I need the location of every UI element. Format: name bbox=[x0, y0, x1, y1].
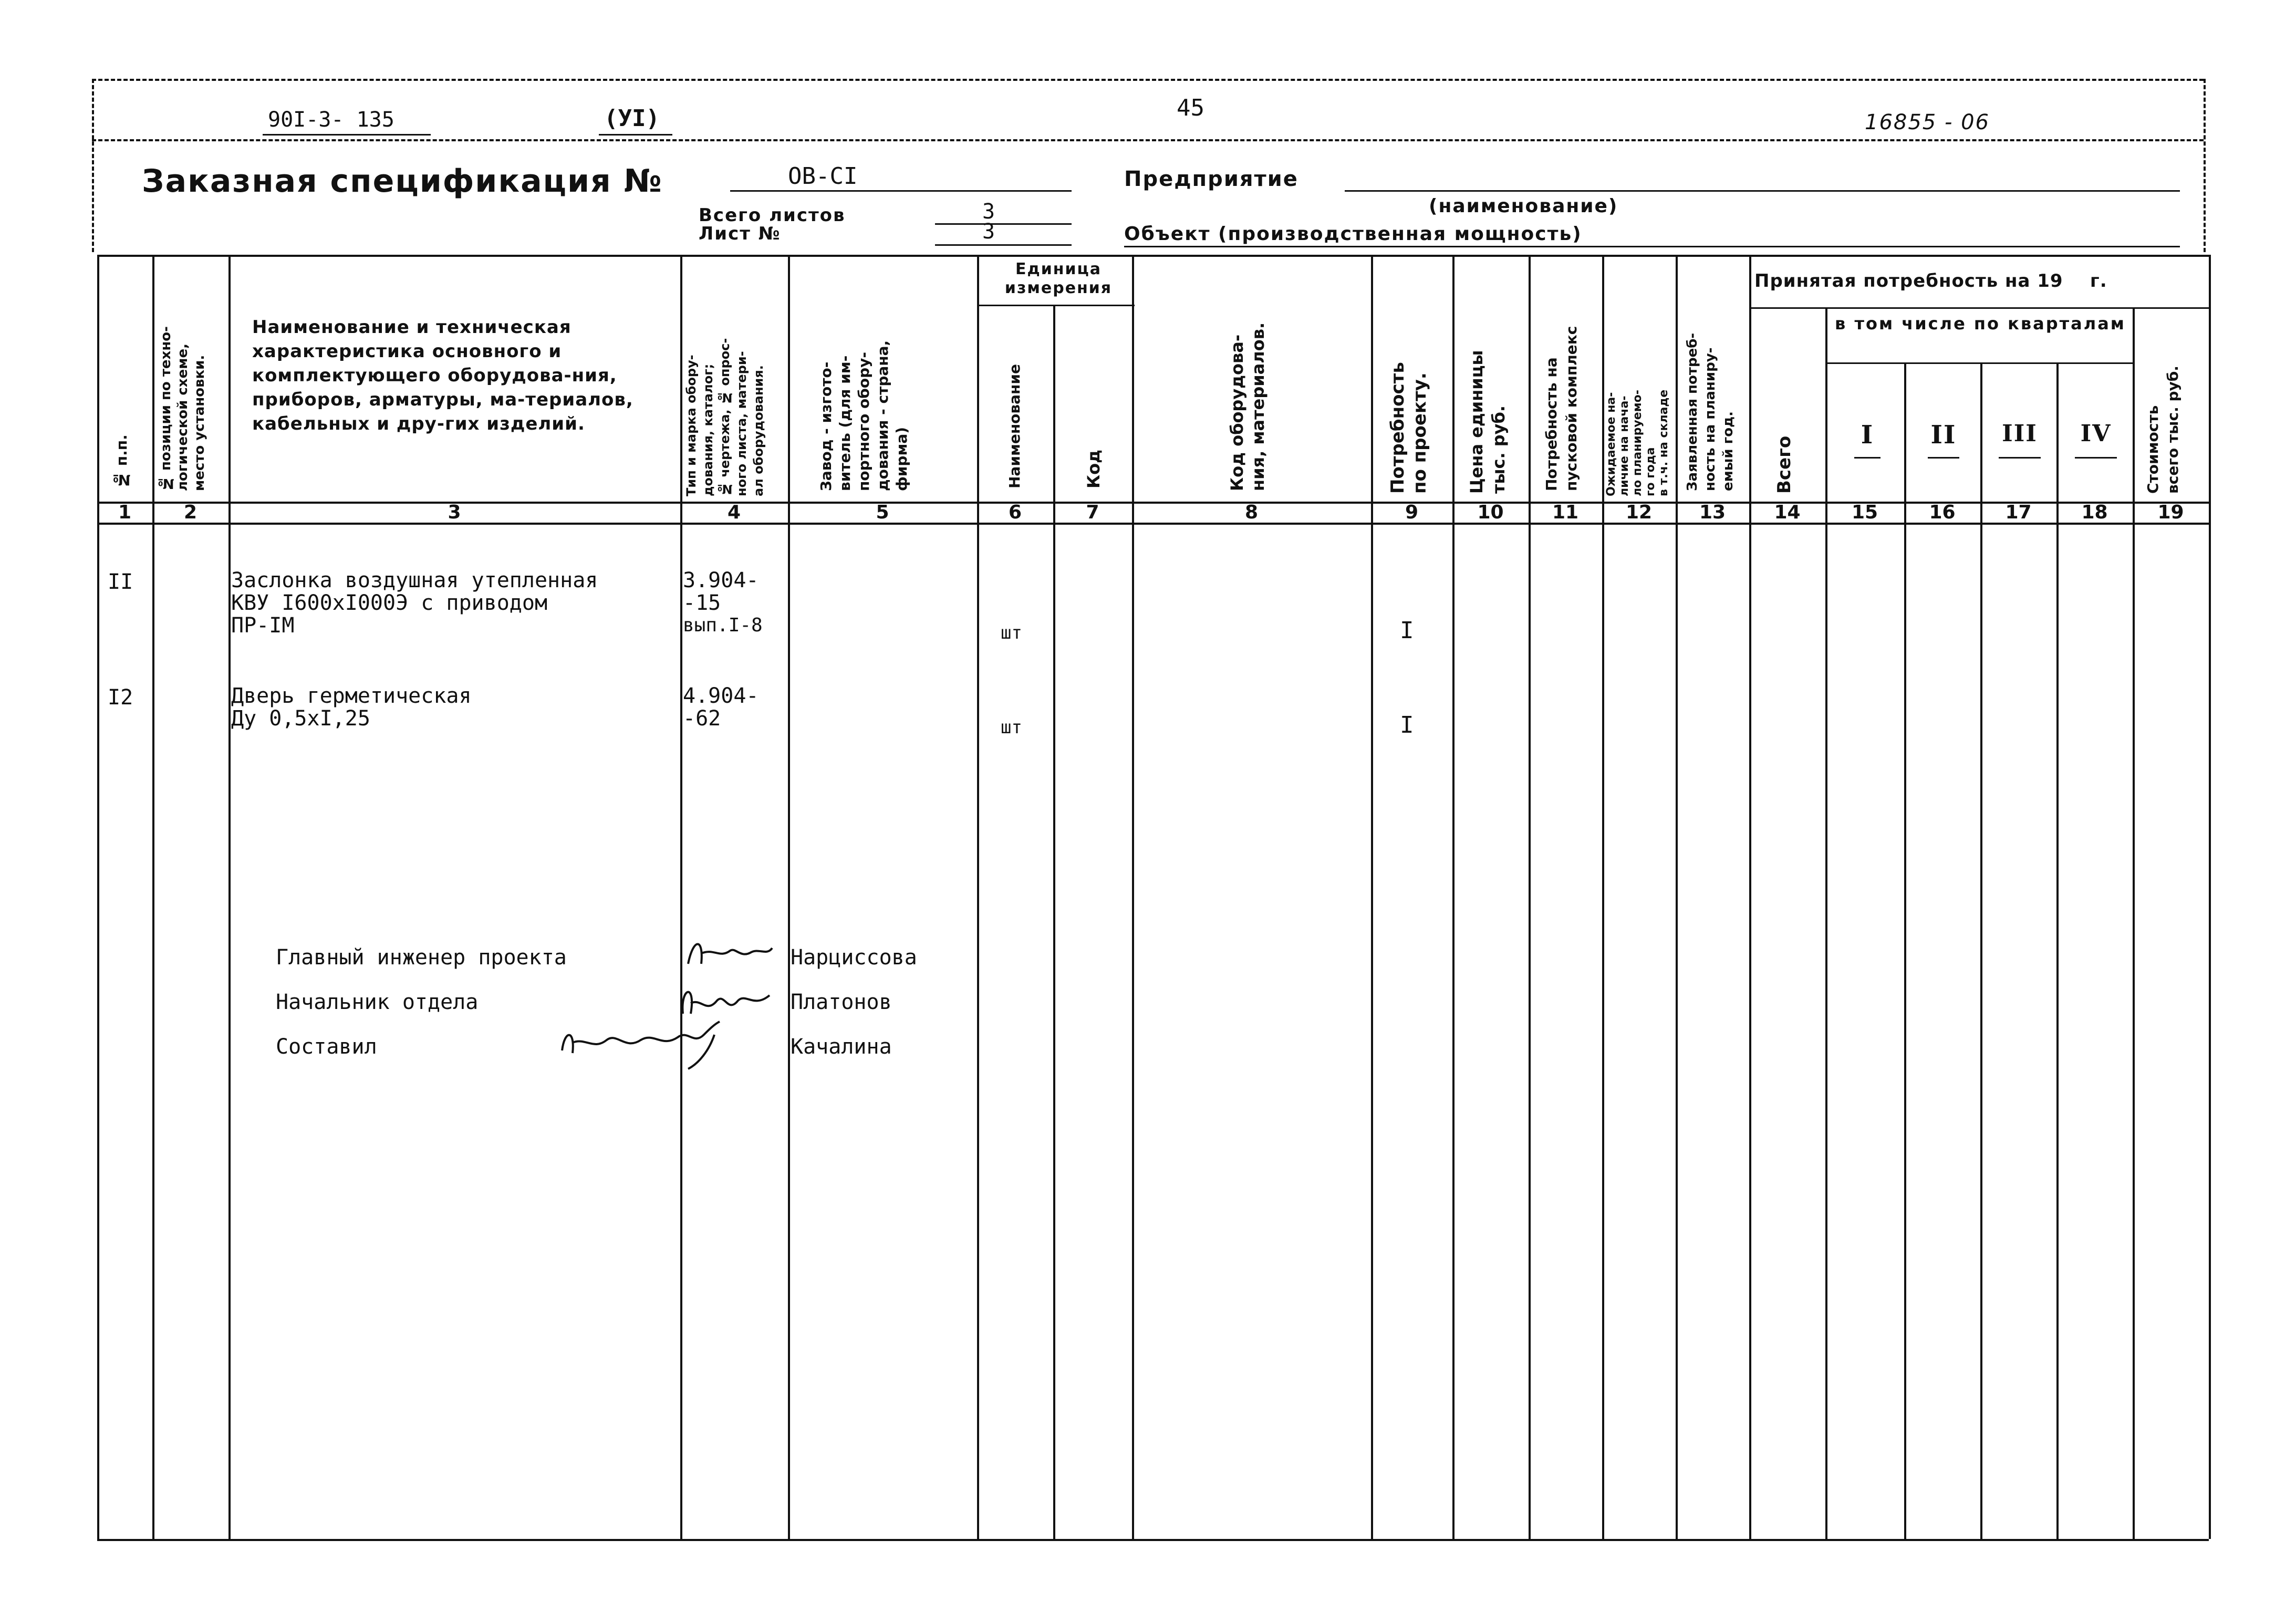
sheet-value: 3 bbox=[982, 220, 995, 244]
q3-underline bbox=[1999, 457, 2041, 459]
col-num-19: 19 bbox=[2157, 502, 2184, 523]
col-line-4 bbox=[788, 255, 790, 1539]
col-line-12 bbox=[1676, 255, 1678, 1539]
header-divider bbox=[92, 139, 2204, 141]
quarters-group-header: в том числе по кварталам bbox=[1835, 314, 2126, 334]
registration-number: 16855 - 06 bbox=[1865, 110, 1990, 134]
col-num-9: 9 bbox=[1405, 502, 1419, 523]
left-border-top bbox=[92, 79, 94, 252]
item-type-line: -15 bbox=[683, 591, 721, 615]
item-name-line: Ду 0,5хI,25 bbox=[231, 706, 370, 731]
spec-title: Заказная спецификация № bbox=[142, 163, 663, 200]
table-top bbox=[97, 255, 2209, 257]
object-underline bbox=[1124, 246, 2180, 247]
item-unit: шт bbox=[1001, 622, 1022, 643]
right-border-top bbox=[2204, 79, 2206, 252]
col-header-3: Наименование и техническая характеристика основного и комплектующего оборудова-ния, приборов, арматуры, ма-териалов, кабельных и дру-гих изделий. bbox=[252, 317, 633, 434]
sheet-label: Лист № bbox=[699, 223, 781, 244]
unit-group-header: Единица измерения bbox=[1004, 260, 1113, 297]
col-header-8: Код оборудова- ния, материалов. bbox=[1227, 322, 1268, 491]
item-type-line: 3.904- bbox=[683, 568, 759, 592]
col-num-8: 8 bbox=[1244, 502, 1259, 523]
col-header-6: Наименование bbox=[1006, 364, 1023, 488]
col-line-13 bbox=[1749, 255, 1751, 1539]
handwritten-signature bbox=[683, 932, 777, 980]
col-line-17 bbox=[2056, 362, 2059, 1539]
col-line-11 bbox=[1602, 255, 1604, 1539]
col-num-6: 6 bbox=[1008, 502, 1022, 523]
total-sheets-underline bbox=[935, 223, 1072, 225]
col-header-15: I bbox=[1861, 420, 1874, 450]
signature-role: Начальник отдела bbox=[276, 990, 479, 1014]
col-line-0 bbox=[97, 255, 99, 1539]
accepted-group-header: Принятая потребность на 19 г. bbox=[1754, 270, 2107, 292]
item-type-line: вып.I-8 bbox=[683, 615, 763, 636]
total-sheets-value: 3 bbox=[982, 200, 995, 224]
col-header-9: Потребность по проекту. bbox=[1387, 362, 1430, 494]
col-num-1: 1 bbox=[118, 502, 132, 523]
col-num-12: 12 bbox=[1625, 502, 1653, 523]
col-header-1: № п.п. bbox=[113, 434, 130, 488]
signature-name: Нарциссова bbox=[791, 945, 917, 970]
col-line-8 bbox=[1371, 255, 1373, 1539]
item-need: I bbox=[1400, 617, 1414, 644]
col-header-7: Код bbox=[1084, 450, 1104, 488]
col-header-14: Всего bbox=[1774, 435, 1795, 494]
quarters-group-divider bbox=[1825, 362, 2133, 364]
signature-name: Качалина bbox=[791, 1035, 892, 1059]
col-header-5: Завод - изгото- витель (для им- портного обору- дования - страна, фирма) bbox=[817, 340, 910, 491]
item-need: I bbox=[1400, 712, 1414, 738]
enterprise-underline bbox=[1345, 190, 2180, 192]
col-line-10 bbox=[1529, 255, 1531, 1539]
col-header-4: Тип и марка обору- дования, каталог; № чертежа, № опрос- ного листа, матери- ал оборудования. bbox=[684, 338, 766, 496]
q1-underline bbox=[1854, 457, 1881, 459]
row-number: II bbox=[108, 570, 133, 594]
doc-code: 90I-3- 135 bbox=[268, 108, 394, 132]
top-border bbox=[92, 79, 2204, 81]
enterprise-label: Предприятие bbox=[1124, 167, 1298, 191]
volume-underline bbox=[599, 134, 672, 136]
table-bottom bbox=[97, 1539, 2209, 1541]
object-label: Объект (производственная мощность) bbox=[1124, 223, 1582, 245]
signature-name: Платонов bbox=[791, 990, 892, 1014]
col-header-18: IV bbox=[2080, 420, 2112, 447]
col-line-6 bbox=[1053, 305, 1055, 1539]
col-header-12: Ожидаемое на- личие на нача- ло планируемо- го года в т.ч. на складе bbox=[1605, 389, 1670, 496]
item-name-line: КВУ I600хI000Э с приводом bbox=[231, 591, 548, 615]
col-line-16 bbox=[1980, 362, 1982, 1539]
sheet-underline bbox=[935, 244, 1072, 246]
row-number: I2 bbox=[108, 685, 133, 710]
col-line-15 bbox=[1904, 362, 1906, 1539]
item-unit: шт bbox=[1001, 717, 1022, 738]
col-num-3: 3 bbox=[448, 502, 461, 523]
accepted-group-divider bbox=[1749, 307, 2209, 309]
col-header-19: Стоимость всего тыс. руб. bbox=[2144, 366, 2181, 494]
col-header-17: III bbox=[2002, 420, 2038, 447]
spec-number-underline bbox=[730, 190, 1072, 192]
item-type-line: 4.904- bbox=[683, 684, 759, 708]
col-num-4: 4 bbox=[727, 502, 741, 523]
handwritten-signature bbox=[557, 1014, 730, 1071]
col-num-7: 7 bbox=[1086, 502, 1099, 523]
item-name-line: Дверь герметическая bbox=[231, 684, 472, 708]
col-header-11: Потребность на пусковой комплекс bbox=[1543, 326, 1580, 491]
signature-role: Составил bbox=[276, 1035, 377, 1059]
item-type-line: -62 bbox=[683, 706, 721, 731]
col-line-9 bbox=[1452, 255, 1455, 1539]
signature-role: Главный инженер проекта bbox=[276, 945, 567, 970]
col-num-10: 10 bbox=[1477, 502, 1504, 523]
col-num-15: 15 bbox=[1851, 502, 1878, 523]
col-num-17: 17 bbox=[2005, 502, 2032, 523]
col-num-2: 2 bbox=[183, 502, 198, 523]
q2-underline bbox=[1928, 457, 1959, 459]
col-header-16: II bbox=[1930, 420, 1957, 450]
col-line-7 bbox=[1132, 255, 1134, 1539]
volume-label: (УI) bbox=[604, 105, 660, 132]
spec-number: ОВ-СI bbox=[788, 163, 858, 190]
col-num-5: 5 bbox=[876, 502, 889, 523]
col-line-19 bbox=[2209, 255, 2211, 1539]
col-line-3 bbox=[680, 255, 682, 1539]
col-num-14: 14 bbox=[1774, 502, 1801, 523]
col-num-16: 16 bbox=[1929, 502, 1956, 523]
col-num-11: 11 bbox=[1552, 502, 1579, 523]
enterprise-caption: (наименование) bbox=[1429, 195, 1618, 217]
col-line-2 bbox=[228, 255, 231, 1539]
col-num-13: 13 bbox=[1699, 502, 1726, 523]
item-name-line: ПР-IМ bbox=[231, 613, 295, 638]
doc-code-underline bbox=[263, 134, 431, 136]
unit-group-divider bbox=[977, 305, 1135, 306]
col-num-18: 18 bbox=[2081, 502, 2108, 523]
col-line-5 bbox=[977, 255, 979, 1539]
q4-underline bbox=[2075, 457, 2117, 459]
col-line-1 bbox=[152, 255, 154, 1539]
item-name-line: Заслонка воздушная утепленная bbox=[231, 568, 598, 592]
col-line-14 bbox=[1825, 307, 1827, 1539]
col-header-10: Цена единицы тыс. руб. bbox=[1467, 350, 1509, 494]
col-header-2: № позиции по техно- логической схеме, место установки. bbox=[158, 326, 207, 491]
col-header-13: Заявленная потреб- ность на планиру- емый год. bbox=[1685, 332, 1736, 491]
page-number: 45 bbox=[1177, 95, 1204, 121]
total-sheets-label: Всего листов bbox=[699, 205, 846, 226]
col-line-18 bbox=[2133, 307, 2135, 1539]
